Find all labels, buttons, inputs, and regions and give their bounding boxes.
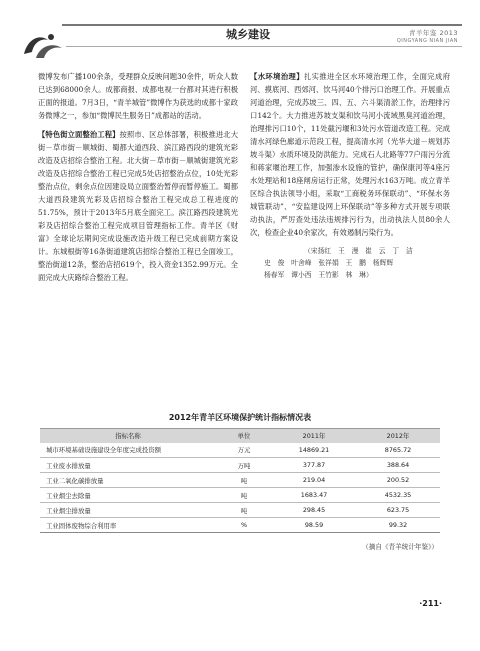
contributors-row: （宋扬红 王 漫 崔 云 丁 洁 (304, 247, 413, 255)
table-cell: 8765.72 (356, 443, 440, 458)
paragraph-water-treatment (250, 70, 450, 239)
section-title: 城乡建设 (226, 28, 270, 41)
right-column (250, 70, 450, 281)
table-cell: 吨 (216, 503, 272, 518)
table-row (40, 488, 440, 503)
table-cell: 工业废水排放量 (40, 458, 216, 473)
table-cell: 4532.35 (356, 488, 440, 503)
table-source: （摘自《青羊统计年鉴》） (362, 543, 438, 551)
yearbook-pinyin: QINGYANG NIAN JIAN (396, 38, 458, 44)
table-title: 2012年青羊区环境保护统计指标情况表 (168, 413, 312, 422)
table-cell: % (216, 518, 272, 533)
table-cell: 623.75 (356, 503, 440, 518)
table-cell: 14869.21 (272, 443, 356, 458)
table-cell: 298.45 (272, 503, 356, 518)
header-rule-thin (62, 46, 462, 47)
table-header-row (40, 429, 440, 443)
table-cell: 吨 (216, 488, 272, 503)
table-cell: 99.32 (356, 518, 440, 533)
stats-table (40, 428, 440, 533)
paragraph-heading: 【特色街立面整治工程】 (38, 130, 120, 139)
table-cell: 万吨 (216, 458, 272, 473)
yearbook-title: 青羊年鉴 2013 (408, 29, 458, 37)
paragraph-street-facade (38, 128, 238, 284)
table-row (40, 518, 440, 533)
page-number: ·211· (419, 599, 442, 608)
table-cell: 城市环境基础设施建设全年度完成投资额 (40, 443, 216, 458)
table-cell: 万元 (216, 443, 272, 458)
table-cell: 1683.47 (272, 488, 356, 503)
table-cell: 377.87 (272, 458, 356, 473)
contributors-row: 杨春军 谭小西 王竹影 林 琳） (264, 271, 373, 279)
contributors-row: 史 俊 叶舍峰 张祥娟 王 鹏 杨辉辉 (264, 259, 394, 267)
table-cell: 工业烟尘排放量 (40, 503, 216, 518)
paragraph-body: 扎实推进全区水环境治理工作，全面完成府河、摸底河、西郊河、饮马河40个排污口治理工作。开展重点河道治理，完成苏坡三、四、五、六斗渠清淤工作，治理排污口142个。大力推进苏坡支渠和饮马河小流域黑臭河道治理，治理排污口10个，11处截污堰和3处污水管道改造工程。完成清水河绿色廊道示范段工程，提高清水河（光华大道－规划苏坡斗渠）水质环境及防洪能力。完成石人北路等77户雨污分流和蒋家堰治理工作，加强渗水设施的管护，确保康河等4座污水处理站和18座闸房运行正常，处理污水163万吨。成立青羊区综合执法领导小组，采取“工商税务环保联动”、“环保水务城管联动”、“安监建设网上环保联动”等多种方式开展专项联动执法，严厉查处违法违规排污行为，出动执法人员80余人次，检查企业40余家次，有效遏制污染行为。 (250, 72, 451, 237)
table-cell: 388.64 (356, 458, 440, 473)
contributors-list (250, 245, 450, 281)
table-row (40, 473, 440, 488)
table-row (40, 503, 440, 518)
yearbook-logo-icon (18, 28, 66, 64)
column-header: 单位 (216, 429, 272, 443)
paragraph: 微博发布广播100余条，受理群众反映问题30余件，听众人数已达到68000余人。成都商报、成都电视一台都对其进行积极正面的报道。7月3日，“青羊城管”微博作为获选的成都十家政务微博之一，参加“微博民生服务日”成都站的活动。 (38, 72, 238, 120)
paragraph-heading: 【水环境治理】 (250, 72, 304, 81)
column-header: 指标名称 (40, 429, 216, 443)
table-cell: 219.04 (272, 473, 356, 488)
table-cell: 200.52 (356, 473, 440, 488)
table-cell: 工业烟尘去除量 (40, 488, 216, 503)
paragraph-body: 按照市、区总体部署，积极推进北大街－草市街－顺城街、蜀都大道西段、滨江路西段的建筑光彩改造及店招综合整治工程。北大街－草市街－顺城街建筑光彩改造及店招综合整治工程已完成5处店招整治点位，10处光彩整治点位，剩余点位因建设局立面整治暂停而暂停施工。蜀都大道西段建筑光彩及店招综合整治工程完成总工程进度的51.75%，预计于2013年5月底全面完工。滨江路西段建筑光彩及店招综合整治工程完成项目管理指标工作。青羊区《财富》全球论坛期间完成设施改造升级工程已完成前期方案设计。东城根街等16条街道建筑店招综合整治工程已全面竣工，整治街道12条，整治店招619个，投入资金1352.99万元。全面完成大庆路综合整治工程。 (38, 130, 239, 282)
table-cell: 工业二氧化碳排放量 (40, 473, 216, 488)
table-row (40, 443, 440, 458)
column-header: 2012年 (356, 429, 440, 443)
page-header (0, 14, 480, 62)
table-cell: 98.59 (272, 518, 356, 533)
left-column (38, 70, 238, 290)
column-header: 2011年 (272, 429, 356, 443)
table-cell: 工业固体废物综合利用率 (40, 518, 216, 533)
table-cell: 吨 (216, 473, 272, 488)
table-row (40, 458, 440, 473)
